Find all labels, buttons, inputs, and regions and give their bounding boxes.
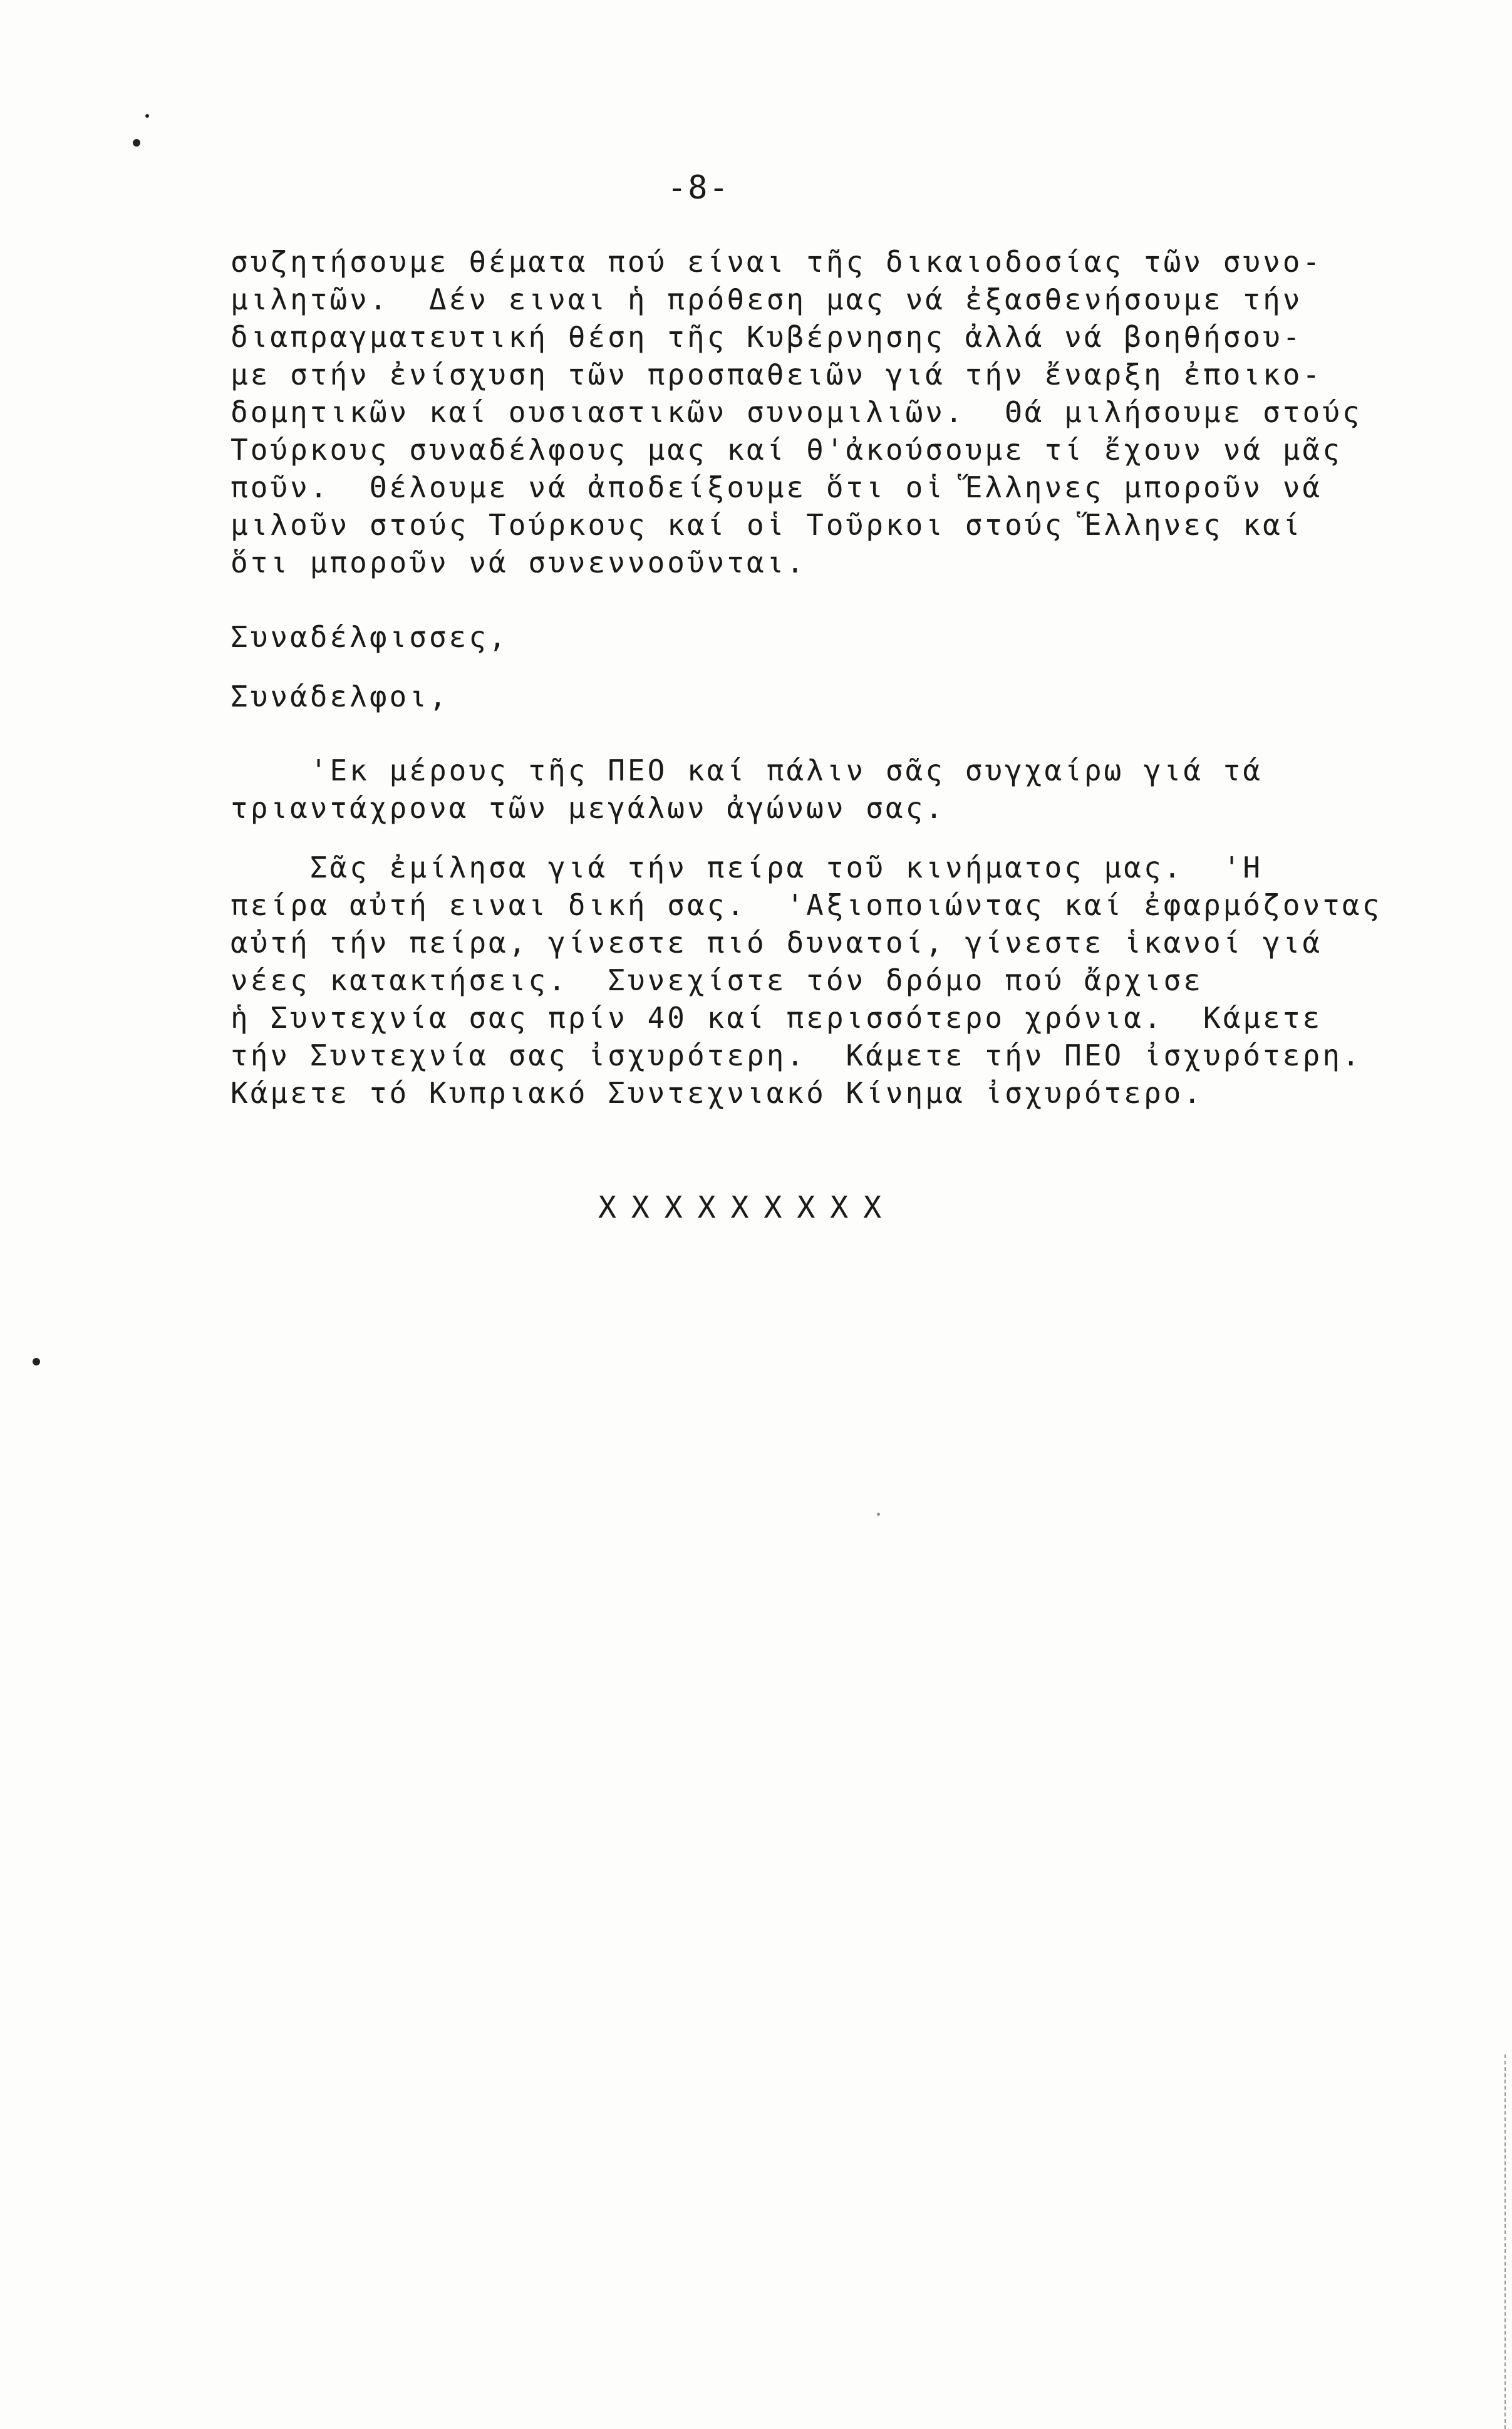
paragraph-line: Τούρκους συναδέλφους μας καί θ'ἀκούσουμε τί ἔχουν νά μᾶς	[230, 433, 1342, 467]
paragraph-line: με στήν ἐνίσχυση τῶν προσπαθειῶν γιά τήν ἔναρξη ἐποικο-	[230, 358, 1323, 391]
paragraph-line: δομητικῶν καί ουσιαστικῶν συνομιλιῶν. Θά μιλήσουμε στούς	[230, 395, 1362, 429]
paragraph-line: 'Εκ μέρους τῆς ΠΕΟ καί πάλιν σᾶς συγχαίρω γιά τά	[230, 754, 1263, 787]
paragraph-line: Σᾶς ἐμίλησα γιά τήν πείρα τοῦ κινήματος μας. 'Η	[230, 851, 1263, 884]
end-of-document-marker: XXXXXXXXX	[598, 1190, 897, 1225]
scan-speck	[145, 114, 149, 118]
paragraph-line: αὐτή τήν πείρα, γίνεστε πιό δυνατοί, γίνεστε ἱκανοί γιά	[230, 926, 1323, 960]
paragraph-line: τήν Συντεχνία σας ἰσχυρότερη. Κάμετε τήν ΠΕΟ ἰσχυρότερη.	[230, 1038, 1362, 1072]
salutation-female: Συναδέλφισσες,	[230, 620, 509, 654]
paragraph-line: μιλητῶν. Δέν ειναι ἡ πρόθεση μας νά ἐξασθενήσουμε τήν	[230, 282, 1303, 316]
paragraph-line: ἡ Συντεχνία σας πρίν 40 καί περισσότερο χρόνια. Κάμετε	[230, 1001, 1323, 1035]
scan-speck	[877, 1513, 880, 1516]
paragraph-line: μιλοῦν στούς Τούρκους καί οἱ Τοῦρκοι στούς Ἕλληνες καί	[230, 508, 1303, 542]
scan-speck	[33, 1358, 40, 1365]
paragraph-2	[230, 752, 1370, 827]
paragraph-line: διαπραγματευτική θέση τῆς Κυβέρνησης ἀλλά νά βοηθήσου-	[230, 320, 1303, 354]
scan-speck	[133, 139, 140, 147]
paragraph-line: τριαντάχρονα τῶν μεγάλων ἀγώνων σας.	[230, 791, 945, 825]
page-number: -8-	[667, 169, 730, 207]
paragraph-line: ποῦν. Θέλουμε νά ἀποδείξουμε ὅτι οἱ Ἕλληνες μποροῦν νά	[230, 470, 1323, 504]
paragraph-line: Κάμετε τό Κυπριακό Συντεχνιακό Κίνημα ἰσχυρότερο.	[230, 1076, 1204, 1110]
scan-edge-artifact	[1504, 2054, 1512, 2429]
paragraph-1	[230, 243, 1370, 581]
paragraph-line: συζητήσουμε θέματα πού είναι τῆς δικαιοδοσίας τῶν συνο-	[230, 245, 1323, 279]
paragraph-line: ὅτι μποροῦν νά συνεννοοῦνται.	[230, 546, 807, 579]
paragraph-3	[230, 849, 1382, 1112]
salutation-male: Συνάδελφοι,	[230, 680, 449, 713]
paragraph-line: πείρα αὐτή ειναι δική σας. 'Αξιοποιώντας καί ἐφαρμόζοντας	[230, 888, 1382, 922]
paragraph-line: νέες κατακτήσεις. Συνεχίστε τόν δρόμο πού ἄρχισε	[230, 963, 1204, 997]
